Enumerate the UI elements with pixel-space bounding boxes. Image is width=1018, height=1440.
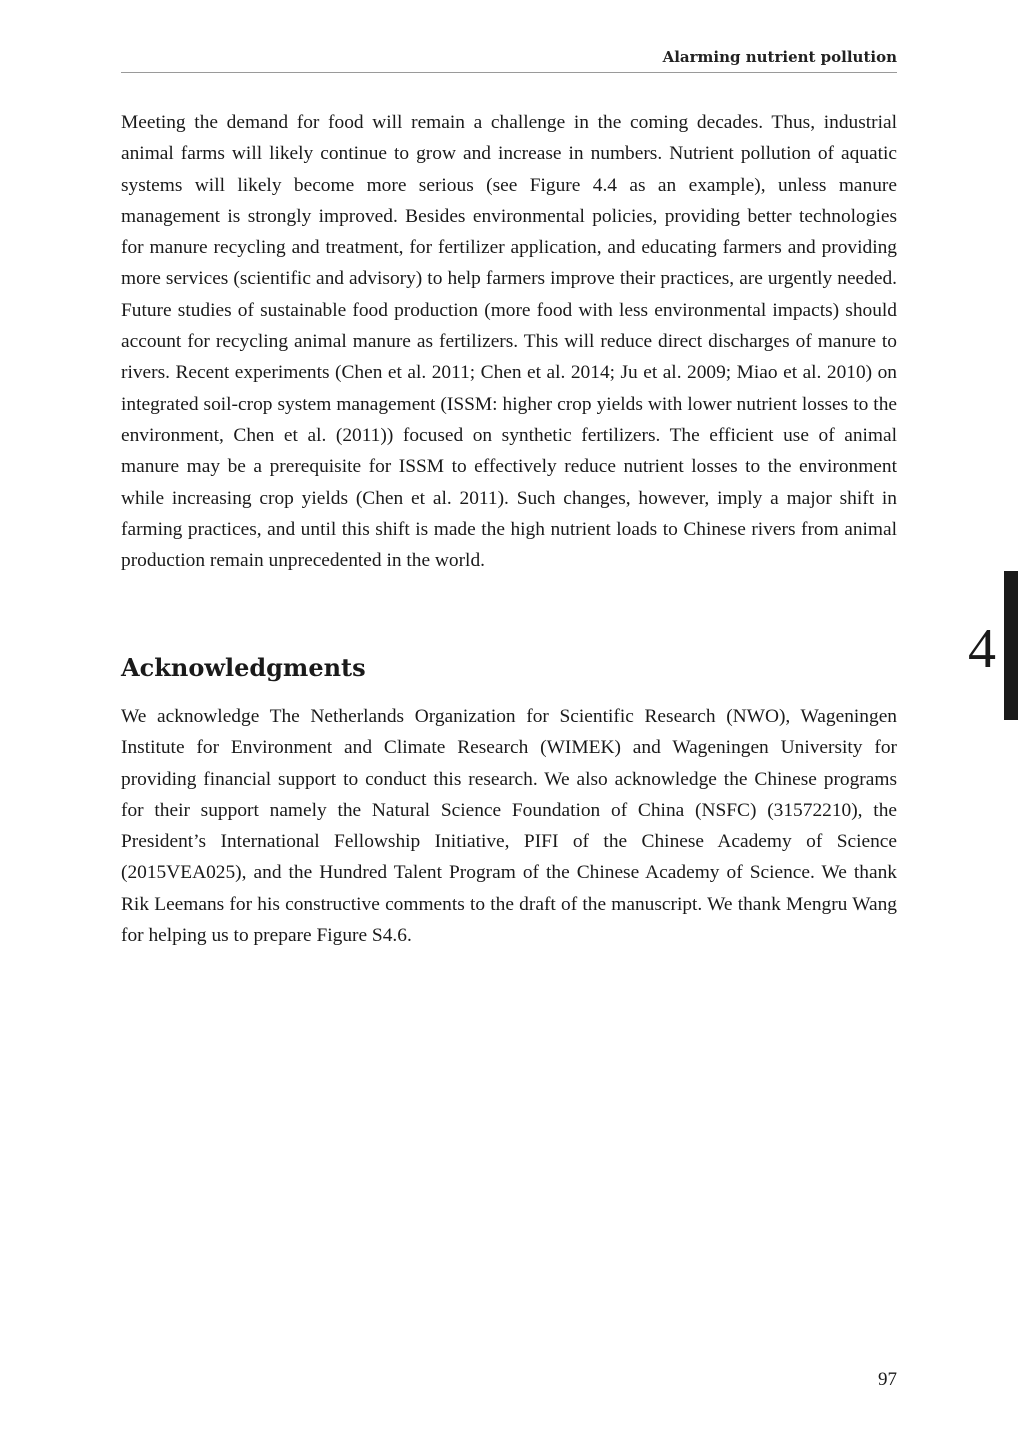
- acknowledgments-heading: Acknowledgments: [121, 653, 366, 682]
- chapter-thumb-tab: [1004, 571, 1018, 720]
- running-header-title: Alarming nutrient pollution: [662, 48, 897, 66]
- acknowledgments-paragraph: We acknowledge The Netherlands Organization for Scientific Research (NWO), Wageningen Institute for Environment and Climate Research (WIMEK) and Wageningen University for providing financial support to conduct this research. We also acknowledge the Chinese programs for their support namely the Natural Science Foundation of China (NSFC) (31572210), the President’s International Fellowship Initiative, PIFI of the Chinese Academy of Science (2015VEA025), and the Hundred Talent Program of the Chinese Academy of Science. We thank Rik Leemans for his constructive comments to the draft of the manuscript. We thank Mengru Wang for helping us to prepare Figure S4.6.: [121, 706, 897, 947]
- body-paragraph: Meeting the demand for food will remain a challenge in the coming decades. Thus, industrial animal farms will likely continue to grow and increase in numbers. Nutrient pollution of aquatic systems will likely become more serious (see Figure 4.4 as an example), unless manure management is strongly improved. Besides environmental policies, providing better technologies for manure recycling and treatment, for fertilizer application, and educating farmers and providing more services (scientific and advisory) to help farmers improve their practices, are urgently needed. Future studies of sustainable food production (more food with less environmental impacts) should account for recycling animal manure as fertilizers. This will reduce direct discharges of manure to rivers. Recent experiments (Chen et al. 2011; Chen et al. 2014; Ju et al. 2009; Miao et al. 2010) on integrated soil-crop system management (ISSM: higher crop yields with lower nutrient losses to the environment, Chen et al. (2011)) focused on synthetic fertilizers. The efficient use of animal manure may be a prerequisite for ISSM to effectively reduce nutrient losses to the environment while increasing crop yields (Chen et al. 2011). Such changes, however, imply a major shift in farming practices, and until this shift is made the high nutrient loads to Chinese rivers from animal production remain unprecedented in the world.: [121, 112, 897, 572]
- running-header: [121, 46, 897, 73]
- chapter-number: 4: [968, 618, 996, 680]
- page-number: 97: [878, 1369, 897, 1390]
